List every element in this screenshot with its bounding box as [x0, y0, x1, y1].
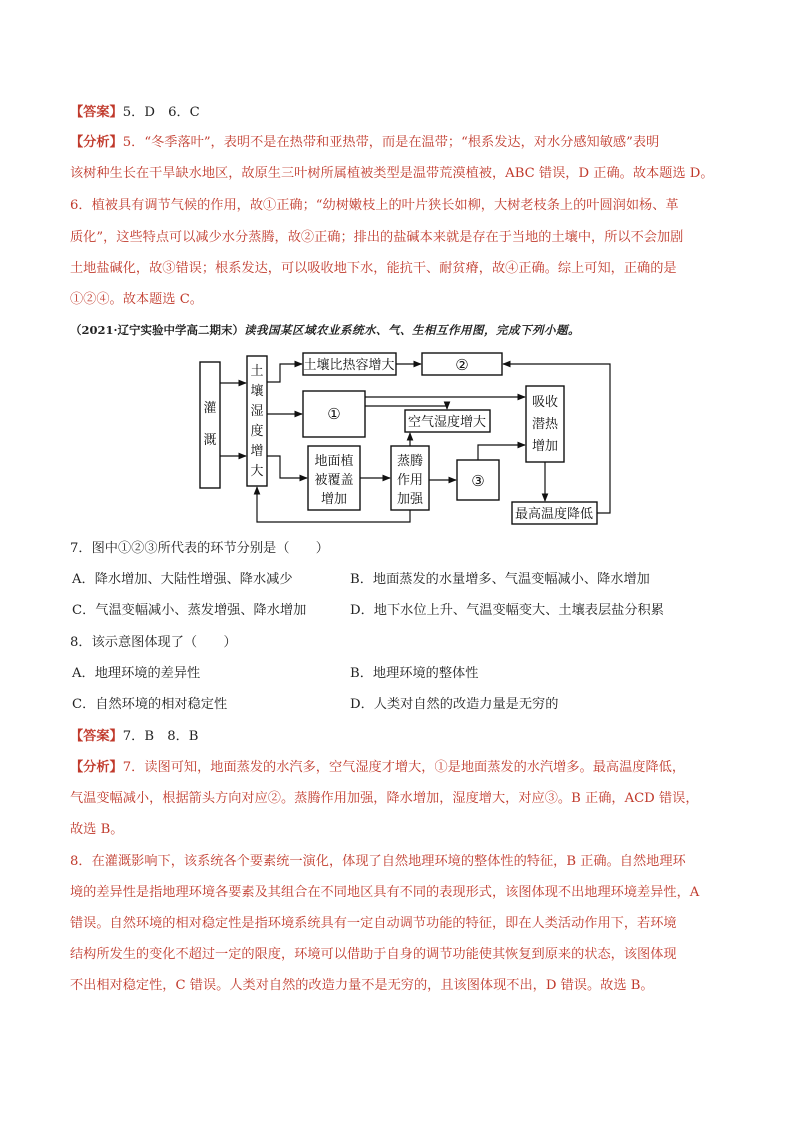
- label-circle-3: ③: [471, 472, 485, 490]
- label-veg-2: 被覆盖: [314, 473, 354, 488]
- label-veg-3: 增加: [320, 492, 348, 507]
- label-irrigation-1: 灌: [203, 401, 217, 416]
- label-soil-1: 土: [250, 364, 264, 379]
- q8-option-c: C．自然环境的相对稳定性: [72, 697, 228, 712]
- analysis-tag: 【分析】: [70, 135, 123, 150]
- label-soil-3: 湿: [250, 404, 264, 419]
- analysis-line: 该树种生长在干旱缺水地区，故原生三叶树所属植被类型是温带荒漠植被，ABC 错误，D 正确。故本题选 D。: [70, 166, 714, 181]
- label-soil-2: 壤: [250, 384, 264, 399]
- analysis-line: 质化”，这些特点可以减少水分蒸腾，故②正确；排出的盐碱本来就是存在于当地的土壤中，所以不会加剧: [70, 230, 684, 245]
- label-irrigation-2: 溉: [203, 433, 217, 448]
- analysis-text: 5．“冬季落叶”，表明不是在热带和亚热带，而是在温带；“根系发达，对水分感知敏感”表明: [122, 135, 660, 150]
- box-irrigation: [200, 362, 220, 488]
- label-circle-2: ②: [455, 356, 469, 374]
- source-head: （2021·辽宁实验中学高二期末）: [70, 323, 245, 337]
- q7-option-a: A．降水增加、大陆性增强、降水减少: [72, 572, 293, 587]
- q7-option-b: B．地面蒸发的水量增多、气温变幅减小、降水增加: [350, 572, 650, 587]
- analysis-line: 错误。自然环境的相对稳定性是指环境系统具有一定自动调节功能的特征，即在人类活动作用下，若环境: [70, 916, 677, 931]
- answer-text: 5．D 6．C: [122, 105, 200, 120]
- analysis-line: 土地盐碱化，故③错误；根系发达，可以吸收地下水，能抗干、耐贫瘠，故④正确。综上可知，正确的是: [70, 261, 677, 276]
- label-absorb-2: 潜热: [531, 417, 559, 432]
- q8-option-d: D．人类对自然的改造力量是无穷的: [350, 697, 559, 712]
- label-air-humidity: 空气湿度增大: [407, 415, 487, 430]
- label-soil-5: 增: [250, 444, 264, 459]
- answer-line-2: [70, 727, 730, 747]
- analysis-tag: 【分析】: [70, 760, 123, 775]
- analysis-line: 8．在灌溉影响下，该系统各个要素统一演化，体现了自然地理环境的整体性的特征，B 正确。自然地理环: [70, 854, 686, 869]
- q7-stem: 7．图中①②③所代表的环节分别是（ ）: [70, 541, 329, 556]
- analysis-text: 7．读图可知，地面蒸发的水汽多，空气湿度才增大，①是地面蒸发的水汽增多。最高温度降低，: [122, 760, 686, 775]
- analysis-line: 6．植被具有调节气候的作用，故①正确；“幼树嫩枝上的叶片狭长如柳，大树老枝条上的叶圆润如杨、革: [70, 198, 679, 213]
- label-veg-1: 地面植: [314, 454, 354, 469]
- answer-text: 7．B 8．B: [122, 729, 199, 744]
- answer-tag: 【答案】: [70, 105, 123, 120]
- analysis-line: ①②④。故本题选 C。: [70, 292, 203, 307]
- q8-stem: 8．该示意图体现了（ ）: [70, 635, 237, 650]
- answer-tag: 【答案】: [70, 729, 123, 744]
- label-soil-6: 大: [250, 464, 264, 479]
- q8-option-b: B．地理环境的整体性: [350, 666, 479, 681]
- label-max-temp: 最高温度降低: [514, 507, 594, 522]
- label-absorb-1: 吸收: [531, 395, 559, 410]
- label-trans-1: 蒸腾: [396, 454, 424, 469]
- label-circle-1: ①: [327, 405, 341, 423]
- analysis-line: 境的差异性是指地理环境各要素及其组合在不同地区具有不同的表现形式，该图体现不出地理环境差异性，A: [70, 885, 700, 900]
- label-absorb-3: 增加: [531, 439, 559, 454]
- analysis-line: 结构所发生的变化不超过一定的限度，环境可以借助于自身的调节功能使其恢复到原来的状态，该图体现: [70, 947, 677, 962]
- analysis-line: 故选 B。: [70, 822, 124, 837]
- analysis-line: 气温变幅减小，根据箭头方向对应②。蒸腾作用加强，降水增加，湿度增大，对应③。B 正确，ACD 错误，: [70, 791, 699, 806]
- label-trans-3: 加强: [396, 492, 424, 507]
- analysis-line: 不出相对稳定性，C 错误。人类对自然的改造力量不是无穷的，且该图体现不出，D 错误。故选 B。: [70, 978, 654, 993]
- label-trans-2: 作用: [396, 473, 424, 488]
- analysis-line: [70, 758, 730, 778]
- label-soil-4: 度: [250, 424, 264, 439]
- q7-option-c: C．气温变幅减小、蒸发增强、降水增加: [72, 603, 307, 618]
- label-soil-heat: 土壤比热容增大: [303, 358, 395, 373]
- q8-option-a: A．地理环境的差异性: [72, 666, 201, 681]
- q7-option-d: D．地下水位上升、气温变幅变大、土壤表层盐分积累: [350, 603, 664, 618]
- source-body: 读我国某区域农业系统水、气、生相互作用图，完成下列小题。: [244, 323, 581, 337]
